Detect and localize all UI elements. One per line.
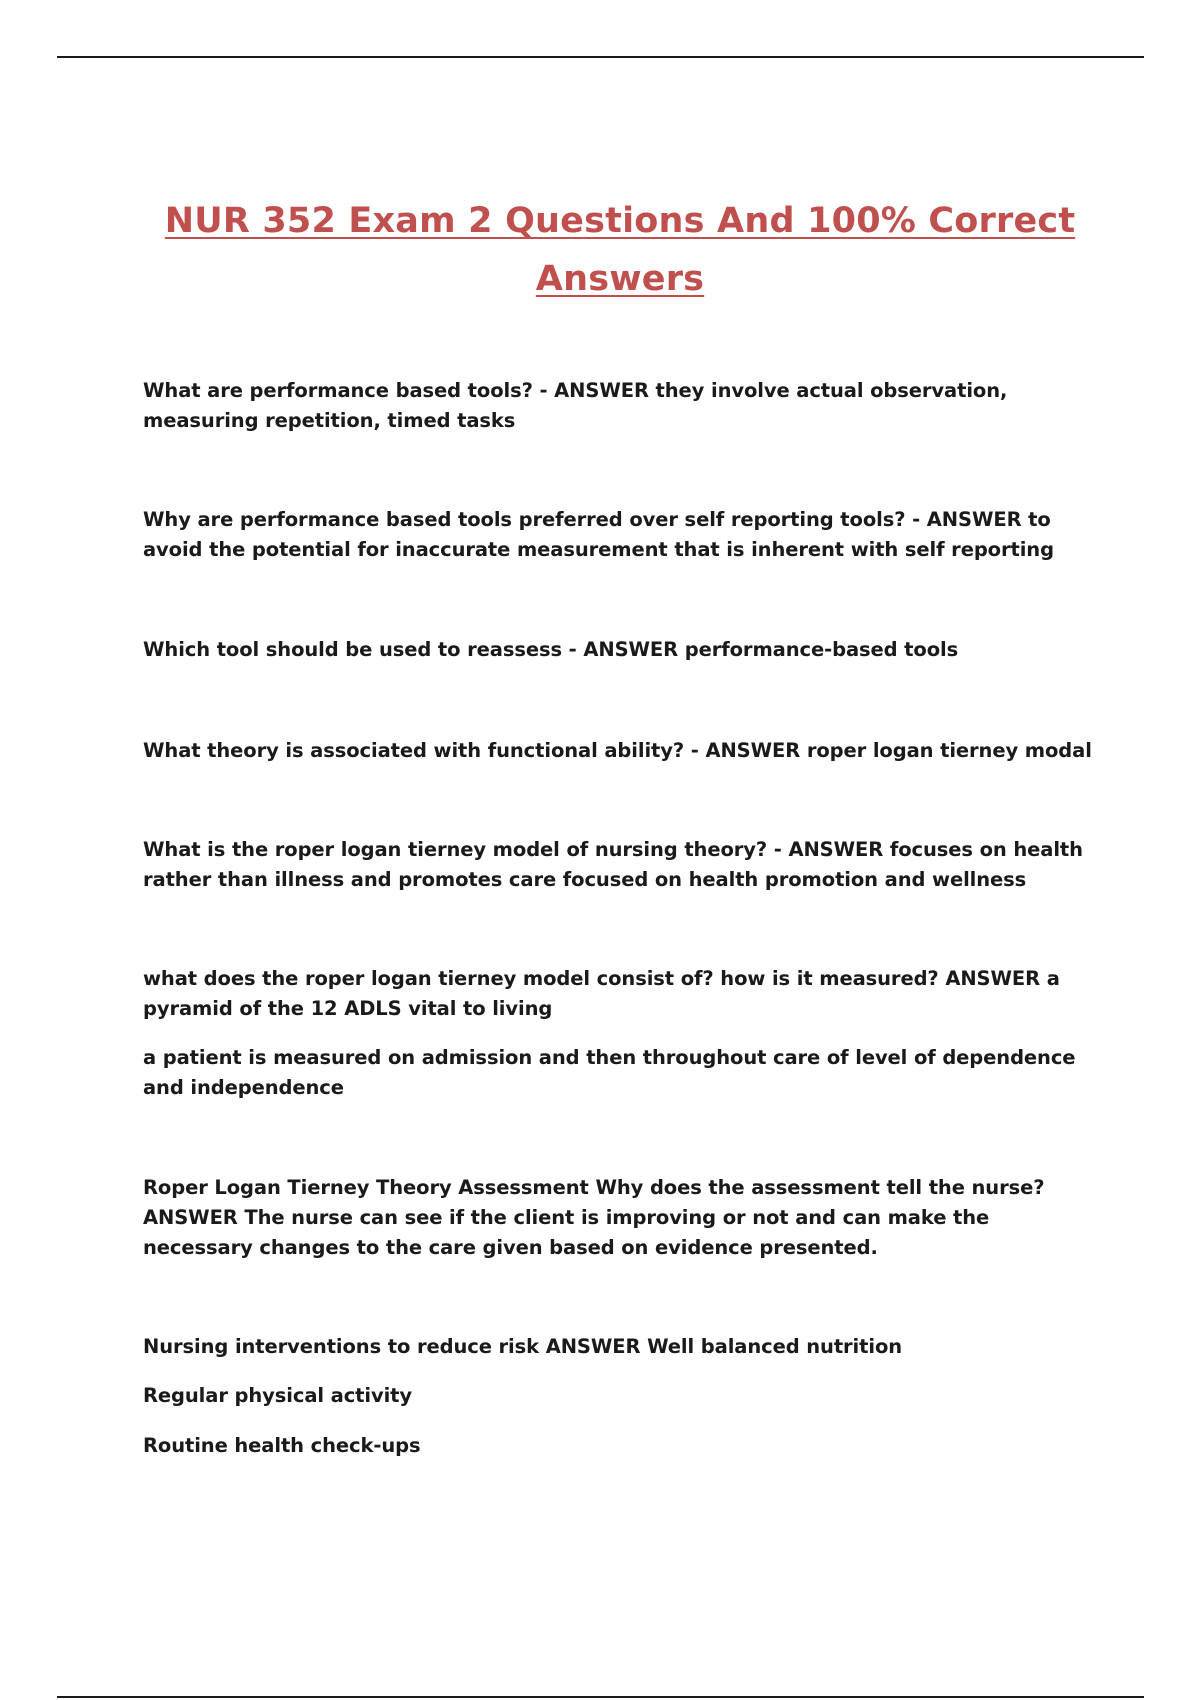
qa-item-8: Nursing interventions to reduce risk ANSWER Well balanced nutrition [143,1335,903,1358]
qa-item-6-continued: a patient is measured on admission and then throughout care of level of dependence and independence [143,1046,1076,1099]
qa-item-7: Roper Logan Tierney Theory Assessment Why does the assessment tell the nurse? ANSWER The nurse can see if the client is improving or not and can make the necessary changes to the care given based on evidence presented. [143,1176,1045,1259]
qa-item-4: What theory is associated with functional ability? - ANSWER roper logan tierney modal [143,739,1092,762]
qa-item-8-point-2: Regular physical activity [143,1384,413,1407]
qa-item-5: What is the roper logan tierney model of nursing theory? - ANSWER focuses on health rather than illness and promotes care focused on health promotion and wellness [143,838,1083,891]
bottom-rule [57,1696,1144,1698]
document-title: NUR 352 Exam 2 Questions And 100% Correct Answers [164,201,1076,299]
qa-item-6: what does the roper logan tierney model consist of? how is it measured? ANSWER a pyramid of the 12 ADLS vital to living [143,967,1060,1020]
top-rule [57,56,1144,58]
qa-item-3: Which tool should be used to reassess - ANSWER performance-based tools [143,638,959,661]
qa-item-8-point-3: Routine health check-ups [143,1434,421,1457]
qa-item-2: Why are performance based tools preferred over self reporting tools? - ANSWER to avoid the potential for inaccurate measurement that is inherent with self reporting [143,508,1054,561]
qa-item-1: What are performance based tools? - ANSWER they involve actual observation, measuring repetition, timed tasks [143,379,1008,432]
